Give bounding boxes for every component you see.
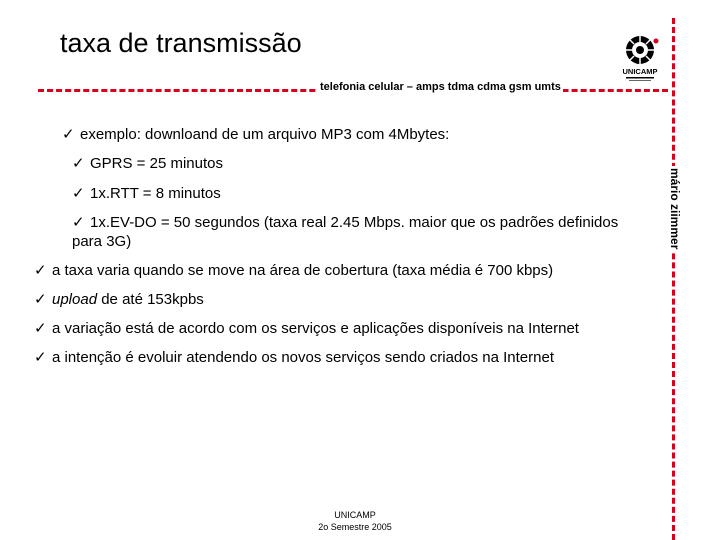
slide-title: taxa de transmissão [60, 28, 302, 58]
check-icon: ✓ [34, 320, 47, 337]
slide-footer [280, 509, 430, 533]
slide-subtitle: telefonia celular – amps tdma cdma gsm umts [320, 81, 561, 93]
bullet-1xrtt [72, 184, 221, 203]
bullet-taxa-varia [34, 261, 553, 280]
bullet-gprs [72, 154, 223, 173]
bullet-text-continued: para 3G) [72, 233, 132, 250]
bullet-upload [34, 290, 204, 309]
bullet-example [62, 125, 449, 144]
unicamp-logo [620, 32, 664, 84]
check-icon: ✓ [72, 155, 85, 172]
bullet-text: a taxa varia quando se move na área de cobertura (taxa média é 700 kbps) [52, 262, 554, 279]
bullet-variacao [34, 319, 579, 338]
check-icon: ✓ [34, 349, 47, 366]
bullet-text: a intenção é evoluir atendendo os novos serviços sendo criados na Internet [52, 349, 554, 366]
author-name: mário ziimmer [668, 168, 682, 250]
bullet-text: 1x.EV-DO = 50 segundos (taxa real 2.45 Mbps. maior que os padrões definidos [90, 214, 619, 231]
bullet-text: de até 153kpbs [97, 291, 204, 308]
bullet-text: 1x.RTT = 8 minutos [90, 185, 221, 202]
check-icon: ✓ [72, 214, 85, 231]
check-icon: ✓ [72, 185, 85, 202]
check-icon: ✓ [62, 126, 75, 143]
bullet-1xevdo [72, 213, 657, 251]
logo-wordmark: UNICAMP [622, 67, 658, 76]
check-icon: ✓ [34, 291, 47, 308]
bullet-intencao [34, 348, 554, 367]
check-icon: ✓ [34, 262, 47, 279]
bullet-text: GPRS = 25 minutos [90, 155, 223, 172]
footer-institution: UNICAMP [334, 510, 376, 520]
bullet-text-italic: upload [52, 291, 98, 308]
bullet-text: a variação está de acordo com os serviços e aplicações disponíveis na Internet [52, 320, 579, 337]
bullet-text: exemplo: downloand de um arquivo MP3 com 4Mbytes: [80, 126, 450, 143]
footer-semester: 2o Semestre 2005 [318, 522, 392, 532]
side-divider [672, 18, 675, 540]
